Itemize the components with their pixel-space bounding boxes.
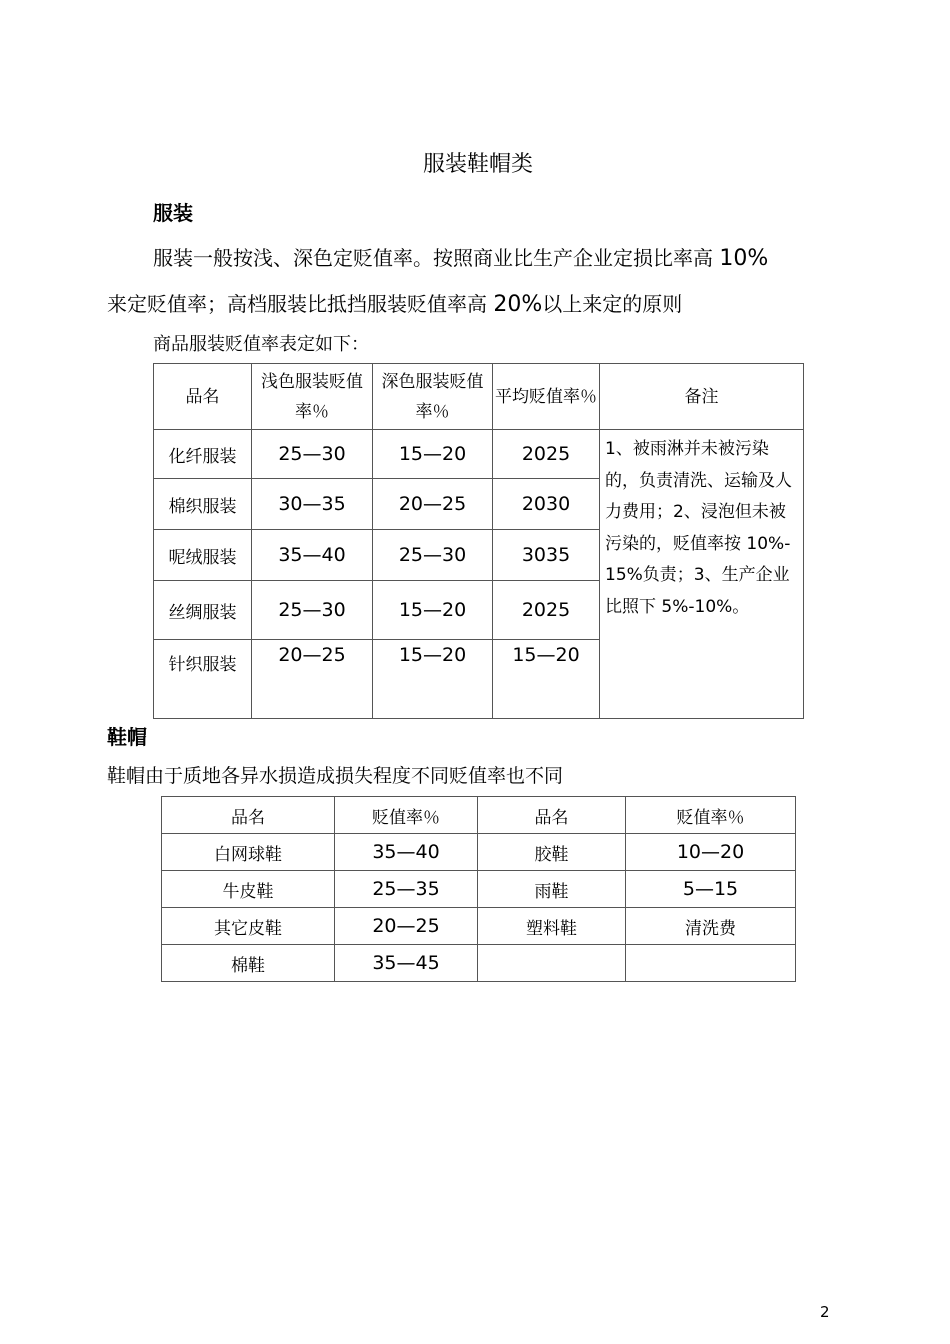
- header-cell: 品名: [478, 797, 626, 834]
- table-cell: 清洗费: [626, 908, 796, 945]
- table-row: [162, 871, 796, 908]
- table-note-cell: 1、被雨淋并未被污染的，负责清洗、运输及人力费用；2、浸泡但未被污染的，贬值率按 10%-15%负责；3、生产企业比照下 5%-10%。: [600, 430, 804, 719]
- table-cell: 35—45: [335, 945, 478, 982]
- table-cell: 3035: [493, 530, 600, 581]
- table-cell: 25—35: [335, 871, 478, 908]
- table-cell: 塑料鞋: [478, 908, 626, 945]
- table-cell: 15—20: [373, 430, 493, 479]
- page-title: 服装鞋帽类: [422, 152, 533, 177]
- header-cell: 品名: [162, 797, 335, 834]
- clothing-table-caption: 商品服装贬值率表定如下：: [153, 334, 369, 355]
- table-cell: 15—20: [373, 640, 493, 719]
- table-cell: 10—20: [626, 834, 796, 871]
- clothing-paragraph-line1: [153, 242, 768, 271]
- table-cell: 化纤服装: [154, 430, 252, 479]
- table-cell: 35—40: [335, 834, 478, 871]
- table-cell: 白网球鞋: [162, 834, 335, 871]
- clothing-paragraph-line2: [107, 288, 682, 317]
- table-cell: 丝绸服装: [154, 581, 252, 640]
- shoes-paragraph: 鞋帽由于质地各异水损造成损失程度不同贬值率也不同: [107, 765, 564, 787]
- table-header-row: [162, 797, 796, 834]
- table-cell: 牛皮鞋: [162, 871, 335, 908]
- section-heading-shoes: 鞋帽: [107, 725, 147, 749]
- table-cell: 20—25: [252, 640, 373, 719]
- header-cell: 贬值率％: [626, 797, 796, 834]
- table-header-row: [154, 364, 804, 430]
- table-cell: 25—30: [252, 430, 373, 479]
- table-cell: 25—30: [252, 581, 373, 640]
- table-row: [162, 945, 796, 982]
- header-cell: 品名: [154, 364, 252, 430]
- table-cell: 15—20: [373, 581, 493, 640]
- table-cell: 棉织服装: [154, 479, 252, 530]
- section-heading-clothing: 服装: [153, 201, 193, 225]
- table-cell: [626, 945, 796, 982]
- table-cell: 20—25: [373, 479, 493, 530]
- table-cell: 2030: [493, 479, 600, 530]
- clothing-para1-text: 服装一般按浅、深色定贬值率。按照商业比生产企业定损比率高: [153, 246, 720, 270]
- header-cell: 平均贬值率％: [493, 364, 600, 430]
- table-cell: [478, 945, 626, 982]
- table-cell: 2025: [493, 581, 600, 640]
- clothing-para2-tail: 以上来定的原则: [542, 292, 683, 316]
- table-cell: 雨鞋: [478, 871, 626, 908]
- table-cell: 5—15: [626, 871, 796, 908]
- header-cell: 贬值率％: [335, 797, 478, 834]
- clothing-depreciation-table: [153, 363, 804, 719]
- table-cell: 胶鞋: [478, 834, 626, 871]
- table-row: [162, 834, 796, 871]
- table-row: [154, 430, 804, 479]
- table-cell: 15—20: [493, 640, 600, 719]
- table-cell: 棉鞋: [162, 945, 335, 982]
- clothing-para2-percent: 20%: [493, 292, 543, 317]
- table-cell: 2025: [493, 430, 600, 479]
- table-cell: 针织服装: [154, 640, 252, 719]
- header-cell: 浅色服装贬值率％: [252, 364, 373, 430]
- table-row: [162, 908, 796, 945]
- table-cell: 呢绒服装: [154, 530, 252, 581]
- clothing-para1-percent: 10%: [719, 246, 769, 271]
- shoes-depreciation-table: [161, 796, 796, 982]
- table-cell: 30—35: [252, 479, 373, 530]
- header-cell: 深色服装贬值率％: [373, 364, 493, 430]
- table-cell: 35—40: [252, 530, 373, 581]
- table-cell: 20—25: [335, 908, 478, 945]
- table-cell: 25—30: [373, 530, 493, 581]
- table-cell: 其它皮鞋: [162, 908, 335, 945]
- page-number: 2: [820, 1303, 830, 1321]
- header-cell: 备注: [600, 364, 804, 430]
- clothing-para2-text: 来定贬值率；高档服装比抵挡服装贬值率高: [107, 292, 494, 316]
